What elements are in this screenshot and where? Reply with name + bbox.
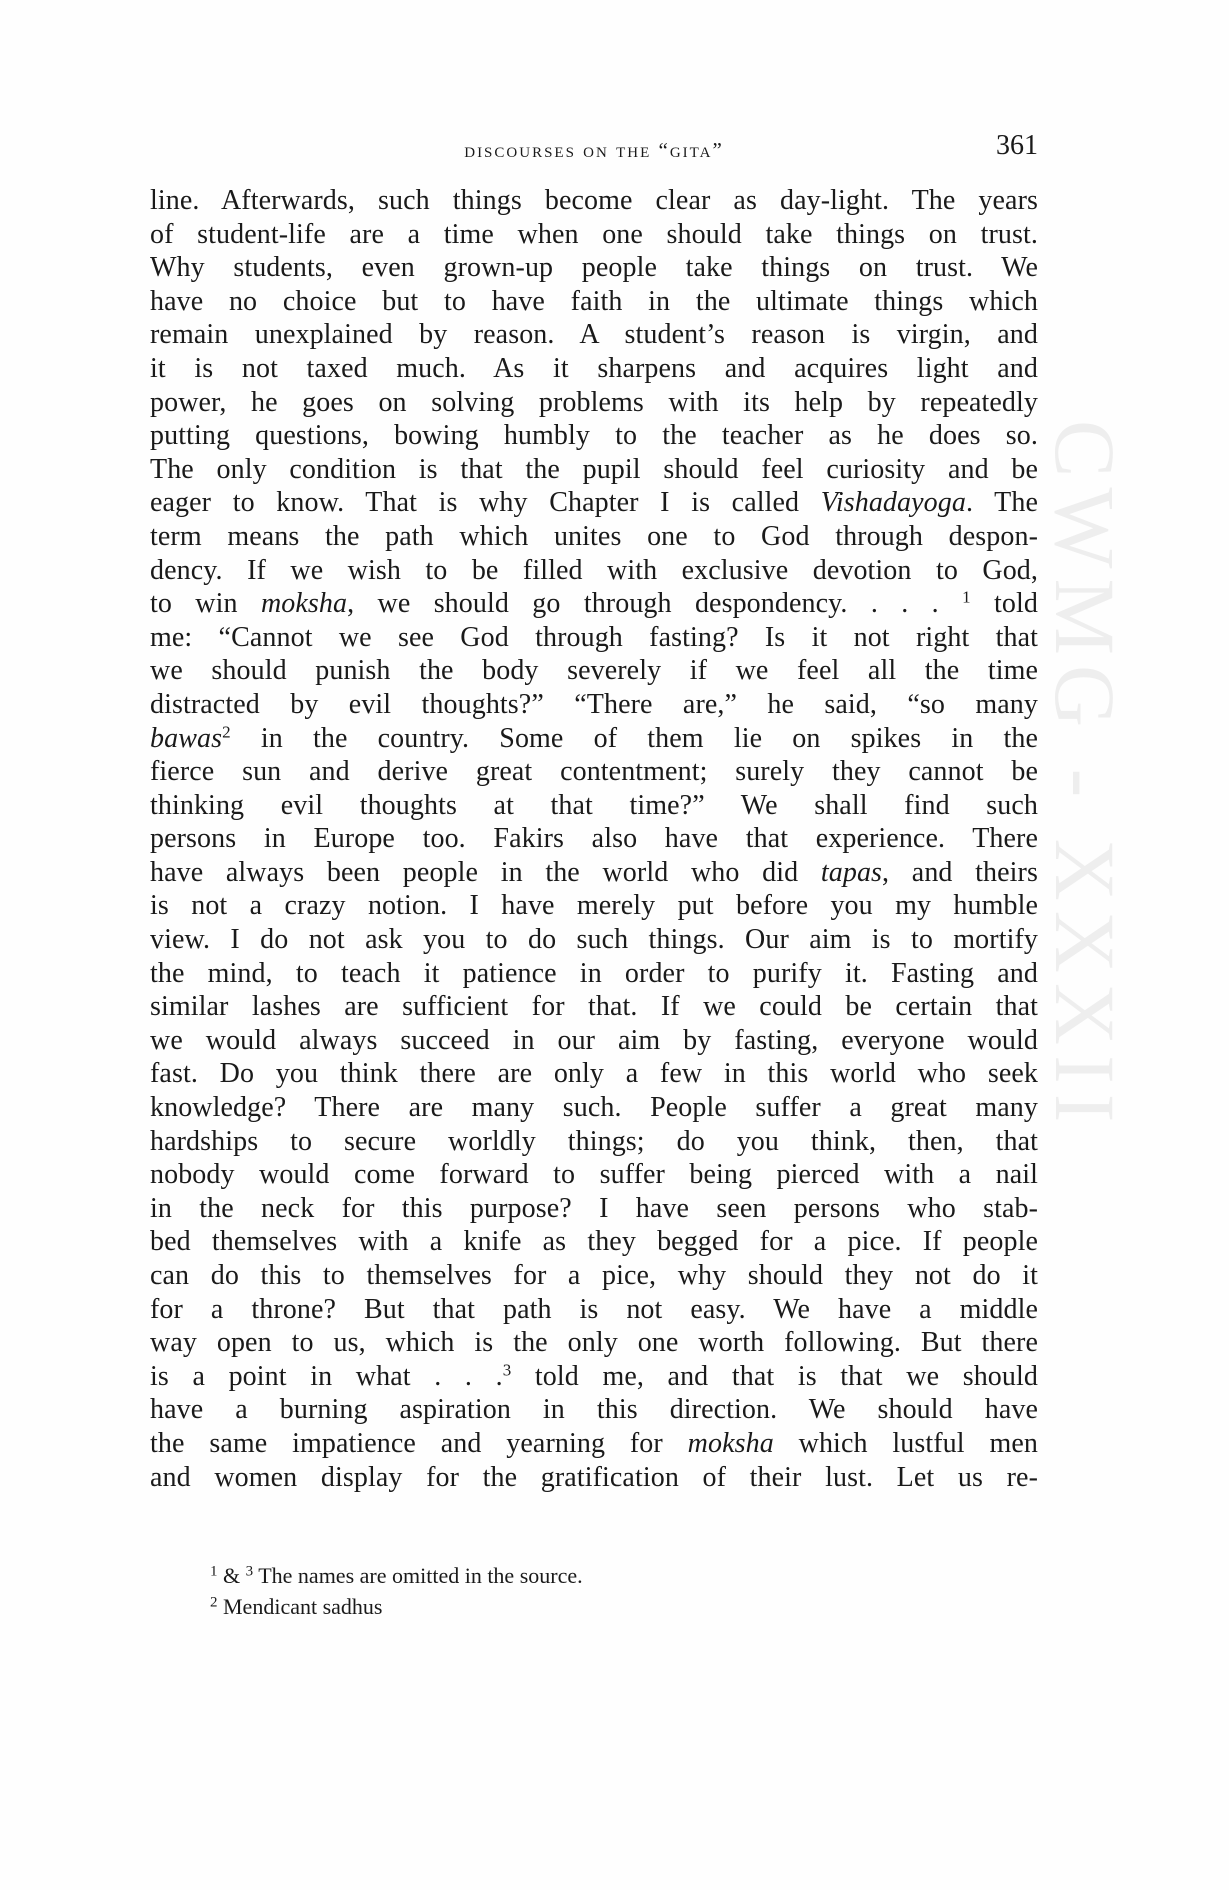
text-line	[150, 1192, 1038, 1226]
text-line	[150, 722, 1038, 756]
text-run: we would always succeed in our aim by fasting, everyone would	[150, 1024, 1038, 1056]
text-run: and women display for the gratification of their lust. Let us re-	[150, 1461, 1038, 1493]
text-line	[150, 587, 1038, 621]
text-line	[150, 923, 1038, 957]
text-line	[150, 386, 1038, 420]
page-number: 361	[996, 130, 1038, 161]
footnotes	[210, 1560, 910, 1622]
text-line	[150, 856, 1038, 890]
text-line	[150, 1360, 1038, 1394]
text-line	[150, 1259, 1038, 1293]
text-run: hardships to secure worldly things; do you think, then, that	[150, 1125, 1038, 1157]
text-run: , and theirs	[882, 856, 1038, 888]
text-run: is not a crazy notion. I have merely put before you my humble	[150, 890, 1038, 922]
text-run: Why students, even grown-up people take things on trust. We	[150, 252, 1038, 284]
text-line	[150, 285, 1038, 319]
text-run: way open to us, which is the only one worth following. But there	[150, 1327, 1038, 1359]
text-line	[150, 1158, 1038, 1192]
footnote-marker: 2	[222, 722, 231, 742]
text-run: bed themselves with a knife as they begged for a pice. If people	[150, 1226, 1038, 1258]
footnote	[210, 1560, 910, 1591]
text-run: can do this to themselves for a pice, why should they not do it	[150, 1260, 1038, 1291]
running-header	[150, 130, 1038, 166]
text-run: remain unexplained by reason. A student’s reason is virgin, and	[150, 319, 1038, 351]
text-run: thinking evil thoughts at that time?” We shall find such	[150, 789, 1038, 821]
text-line	[150, 1225, 1038, 1259]
text-line	[150, 1125, 1038, 1159]
italic-term: moksha	[687, 1427, 774, 1459]
text-run: distracted by evil thoughts?” “There are,” he said, “so many	[150, 688, 1038, 720]
text-line	[150, 1461, 1038, 1495]
text-line	[150, 1393, 1038, 1427]
text-run: which lustful men	[773, 1427, 1038, 1459]
text-run: , we should go through despondency. . . .	[347, 588, 963, 620]
text-run: in the country. Some of them lie on spikes in the	[230, 722, 1038, 754]
italic-term: Vishadayoga	[820, 487, 966, 519]
text-line	[150, 957, 1038, 991]
text-run: told	[970, 588, 1039, 620]
text-line	[150, 520, 1038, 554]
watermark	[1037, 420, 1135, 1480]
text-run: dency. If we wish to be filled with exclusive devotion to God,	[150, 554, 1038, 586]
text-line	[150, 688, 1038, 722]
text-run: it is not taxed much. As it sharpens and acquires light and	[150, 352, 1038, 384]
text-run: view. I do not ask you to do such things. Our aim is to mortify	[150, 924, 1038, 956]
text-line	[150, 1293, 1038, 1327]
text-run: putting questions, bowing humbly to the teacher as he does so.	[150, 420, 1038, 452]
text-run: told me, and that is that we should	[511, 1360, 1038, 1392]
text-run: the same impatience and yearning for	[150, 1427, 688, 1459]
text-line	[150, 1326, 1038, 1360]
italic-term: tapas	[820, 856, 883, 888]
text-line	[150, 554, 1038, 588]
text-run: similar lashes are sufficient for that. If we could be certain that	[150, 991, 1038, 1023]
footnote	[210, 1591, 910, 1622]
text-line	[150, 1427, 1038, 1461]
text-run: persons in Europe too. Fakirs also have that experience. There	[150, 823, 1038, 855]
text-run: knowledge? There are many such. People suffer a great many	[150, 1092, 1038, 1124]
footnote-marker: 3	[245, 1563, 254, 1580]
text-line	[150, 789, 1038, 823]
text-line	[150, 1057, 1038, 1091]
text-run: of student-life are a time when one should take things on trust.	[150, 218, 1038, 250]
text-run: fast. Do you think there are only a few in this world who seek	[150, 1058, 1038, 1090]
text-run: the mind, to teach it patience in order to purify it. Fasting and	[150, 957, 1038, 989]
italic-term: bawas	[150, 722, 223, 754]
text-line	[150, 990, 1038, 1024]
text-run: fierce sun and derive great contentment; surely they cannot be	[150, 756, 1038, 788]
text-run: eager to know. That is why Chapter I is called	[150, 487, 821, 519]
text-run: have a burning aspiration in this direction. We should have	[150, 1394, 1038, 1426]
footnote-marker: 1	[962, 587, 971, 607]
italic-term: moksha	[260, 588, 348, 620]
text-line	[150, 889, 1038, 923]
text-run: . The	[965, 487, 1038, 519]
footnote-marker: 3	[502, 1360, 512, 1380]
text-run: &	[217, 1563, 246, 1588]
text-line	[150, 486, 1038, 520]
text-line	[150, 251, 1038, 285]
body-text	[150, 184, 1038, 1494]
text-run: nobody would come forward to suffer being pierced with a nail	[150, 1159, 1038, 1191]
text-run: line. Afterwards, such things become clear as day-light. The years	[150, 185, 1038, 216]
text-line	[150, 1091, 1038, 1125]
text-run: for a throne? But that path is not easy. We have a middle	[150, 1293, 1038, 1325]
footnote-marker: 1	[210, 1563, 218, 1580]
text-line	[150, 184, 1038, 218]
text-run: The names are omitted in the source.	[253, 1563, 583, 1588]
text-run: have no choice but to have faith in the ultimate things which	[150, 285, 1038, 317]
text-run: in the neck for this purpose? I have seen persons who stab-	[150, 1192, 1038, 1224]
text-line	[150, 822, 1038, 856]
text-run: Mendicant sadhus	[217, 1594, 383, 1619]
text-line	[150, 755, 1038, 789]
text-line	[150, 419, 1038, 453]
text-run: to win	[150, 588, 261, 620]
running-title: discourses on the “gita”	[464, 138, 724, 162]
text-line	[150, 654, 1038, 688]
text-run: The only condition is that the pupil should feel curiosity and be	[150, 453, 1038, 485]
text-run: term means the path which unites one to God through despon-	[150, 520, 1038, 552]
watermark-text: CWMG - XXXII	[1037, 420, 1133, 1133]
text-line	[150, 218, 1038, 252]
text-run: is a point in what . . .	[150, 1360, 503, 1392]
text-line	[150, 621, 1038, 655]
text-line	[150, 453, 1038, 487]
text-line	[150, 352, 1038, 386]
text-run: power, he goes on solving problems with its help by repeatedly	[150, 386, 1038, 418]
footnote-marker: 2	[210, 1594, 218, 1611]
text-line	[150, 1024, 1038, 1058]
text-run: have always been people in the world who did	[150, 856, 821, 888]
text-line	[150, 318, 1038, 352]
text-run: we should punish the body severely if we feel all the time	[150, 655, 1038, 687]
text-run: me: “Cannot we see God through fasting? Is it not right that	[150, 621, 1038, 653]
